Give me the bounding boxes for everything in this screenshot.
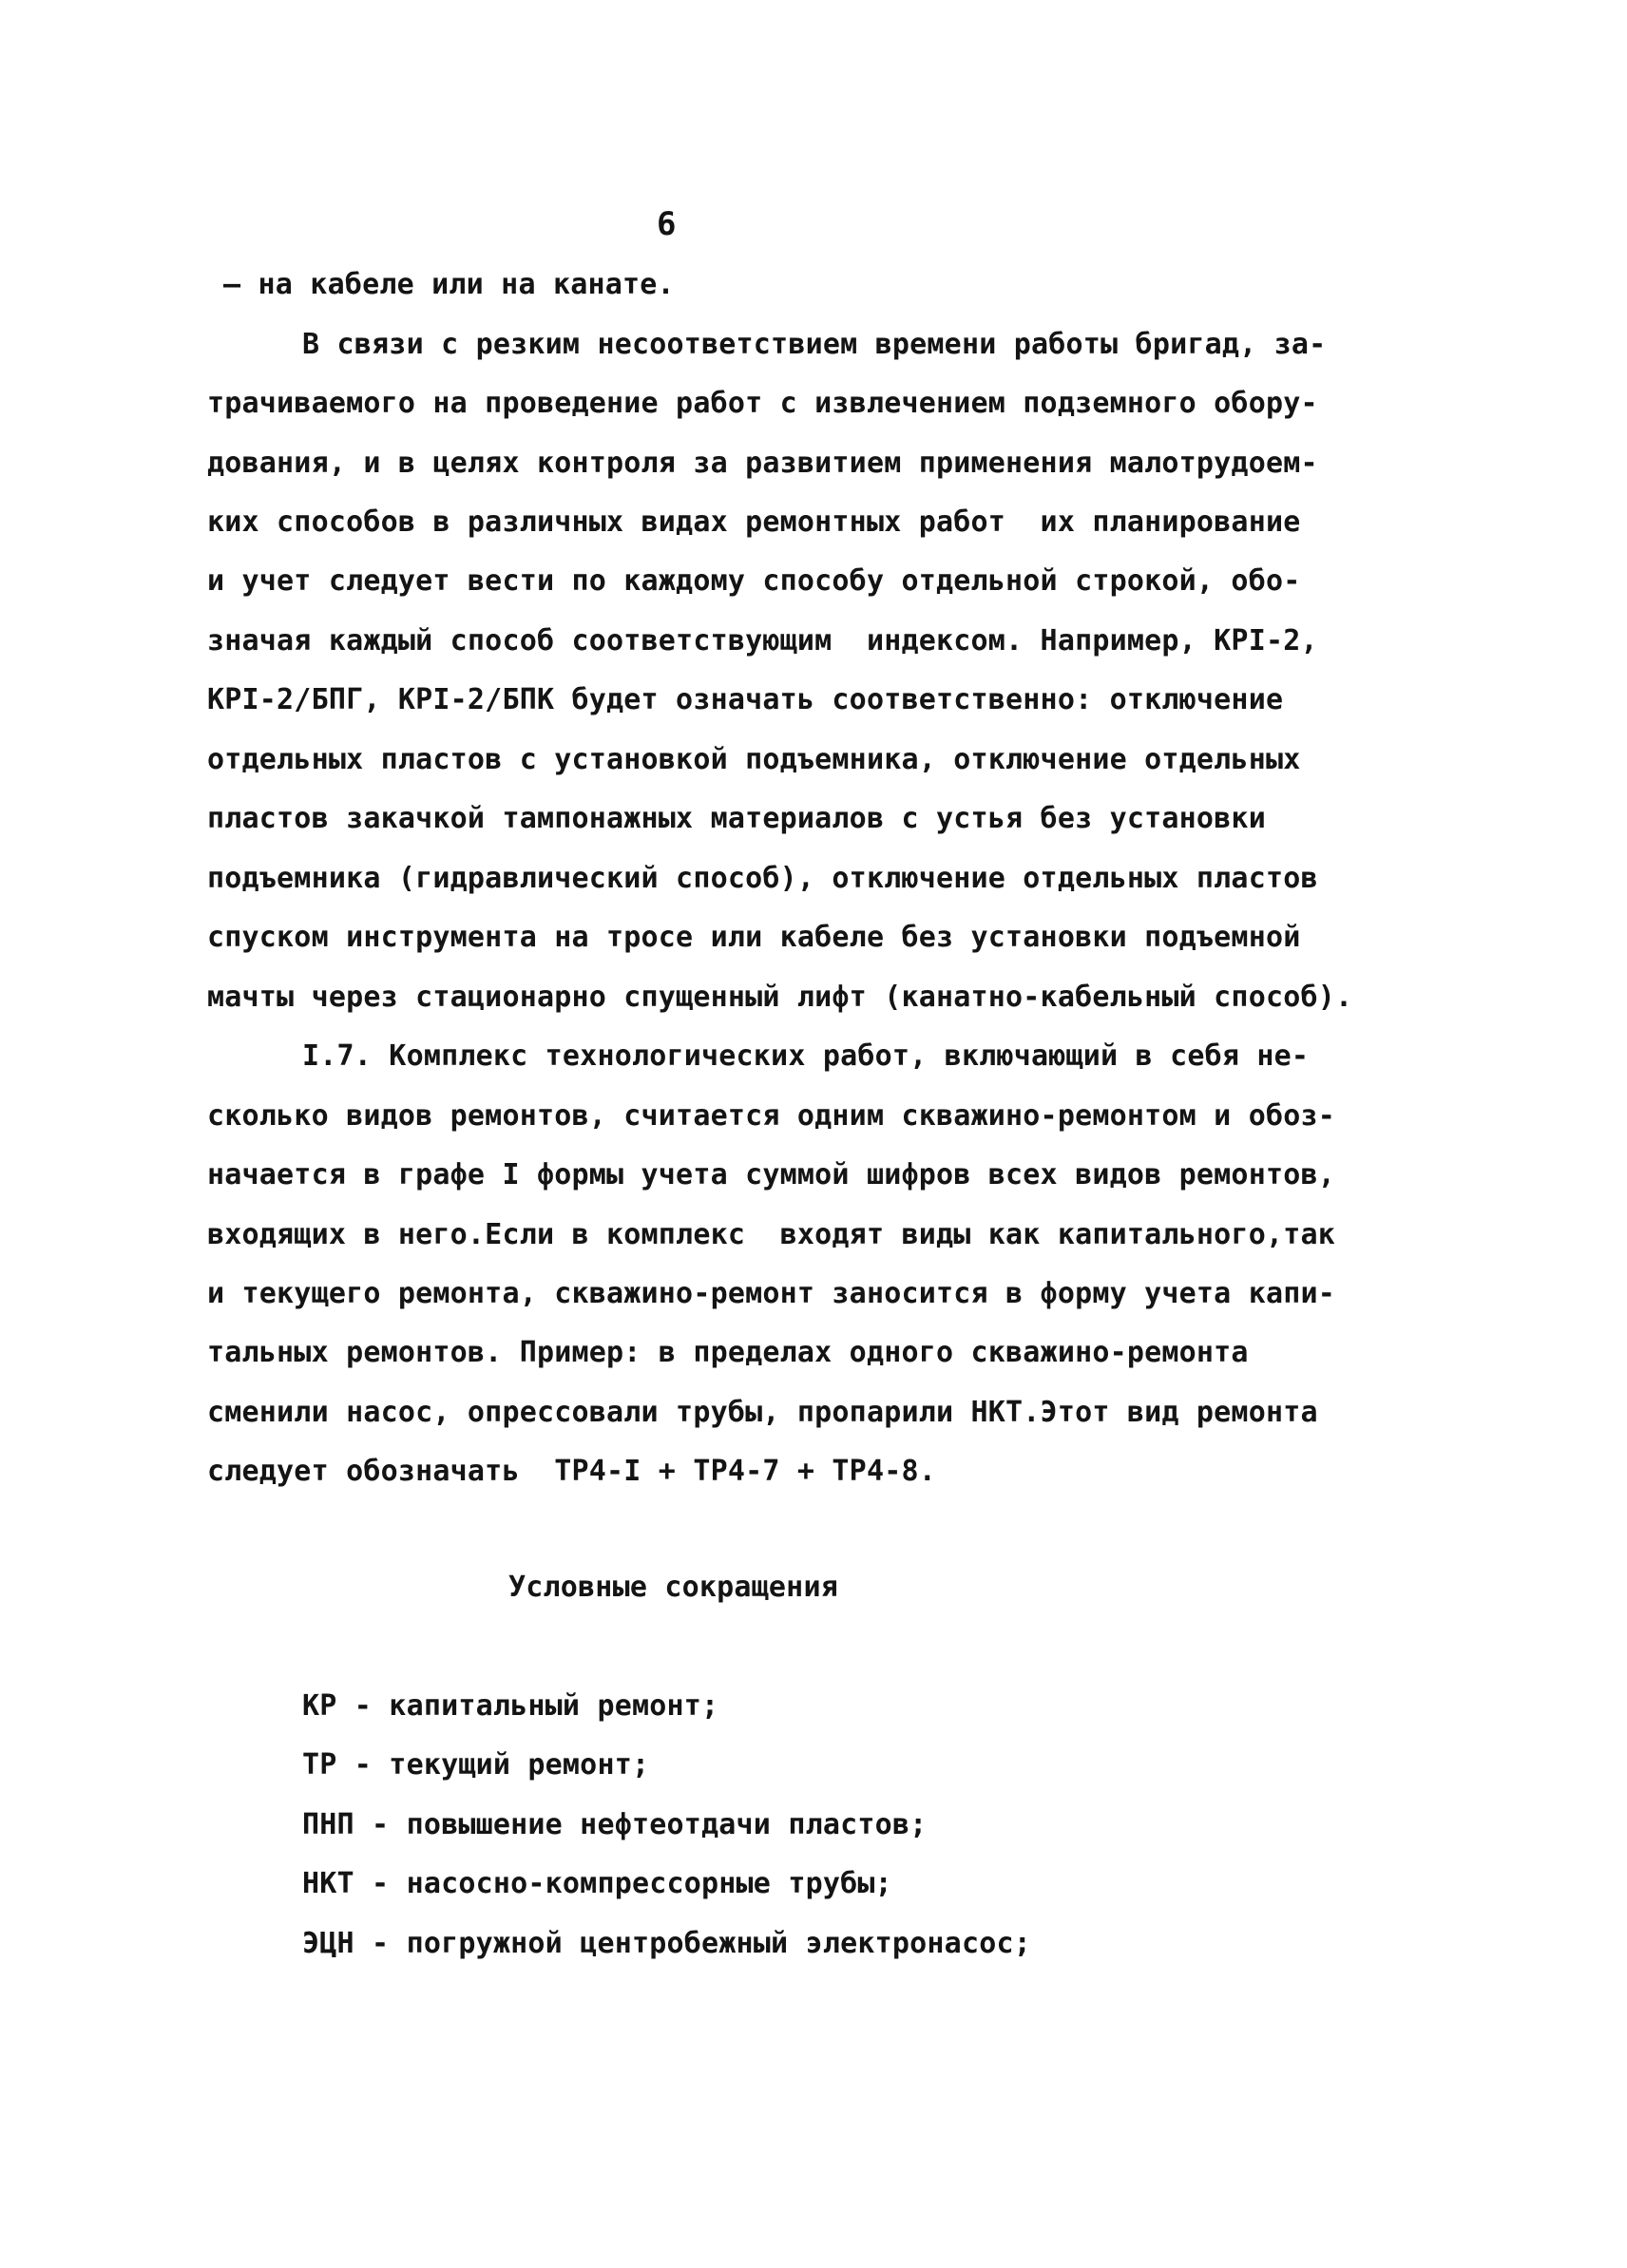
abbreviation-item: ПНП - повышение нефтеотдачи пластов; bbox=[302, 1808, 928, 1841]
paragraph-line: отдельных пластов с установкой подъемника, отключение отдельных bbox=[207, 743, 1301, 776]
paragraph-line: трачиваемого на проведение работ с извлечением подземного обору- bbox=[207, 387, 1318, 420]
paragraph-line: следует обозначать ТР4-I + ТР4-7 + ТР4-8. bbox=[207, 1455, 936, 1488]
paragraph-line: ких способов в различных видах ремонтных работ их планирование bbox=[207, 505, 1301, 539]
abbreviation-item: ЭЦН - погружной центробежный электронасос; bbox=[302, 1927, 1031, 1960]
paragraph-line: и учет следует вести по каждому способу отдельной строкой, обо- bbox=[207, 564, 1301, 598]
page-number: 6 bbox=[657, 205, 677, 243]
paragraph-line: сменили насос, опрессовали трубы, пропарили НКТ.Этот вид ремонта bbox=[207, 1396, 1318, 1429]
intro-line: – на кабеле или на канате. bbox=[223, 268, 675, 301]
paragraph-line: В связи с резким несоответствием времени работы бригад, за- bbox=[302, 328, 1327, 361]
abbreviation-item: КР - капитальный ремонт; bbox=[302, 1689, 719, 1723]
paragraph-line: I.7. Комплекс технологических работ, включающий в себя не- bbox=[302, 1039, 1310, 1073]
abbreviation-item: ТР - текущий ремонт; bbox=[302, 1748, 650, 1782]
abbreviation-item: НКТ - насосно-компрессорные трубы; bbox=[302, 1867, 892, 1900]
paragraph-line: дования, и в целях контроля за развитием применения малотрудоем- bbox=[207, 447, 1318, 480]
paragraph-line: мачты через стационарно спущенный лифт (канатно-кабельный способ). bbox=[207, 981, 1353, 1014]
paragraph-line: тальных ремонтов. Пример: в пределах одного скважино-ремонта bbox=[207, 1336, 1249, 1369]
paragraph-line: входящих в него.Если в комплекс входят виды как капитального,так bbox=[207, 1218, 1335, 1251]
paragraph-line: КРI-2/БПГ, КРI-2/БПК будет означать соответственно: отключение bbox=[207, 683, 1284, 716]
paragraph-line: значая каждый способ соответствующим индексом. Например, КРI-2, bbox=[207, 624, 1318, 658]
paragraph-line: спуском инструмента на тросе или кабеле без установки подъемной bbox=[207, 921, 1301, 954]
paragraph-line: и текущего ремонта, скважино-ремонт заносится в форму учета капи- bbox=[207, 1277, 1335, 1310]
paragraph-line: подъемника (гидравлический способ), отключение отдельных пластов bbox=[207, 862, 1318, 895]
paragraph-line: начается в графе I формы учета суммой шифров всех видов ремонтов, bbox=[207, 1158, 1335, 1191]
abbreviations-heading: Условные сокращения bbox=[508, 1571, 838, 1604]
paragraph-line: пластов закачкой тампонажных материалов с устья без установки bbox=[207, 802, 1266, 835]
paragraph-line: сколько видов ремонтов, считается одним скважино-ремонтом и обоз- bbox=[207, 1099, 1335, 1133]
